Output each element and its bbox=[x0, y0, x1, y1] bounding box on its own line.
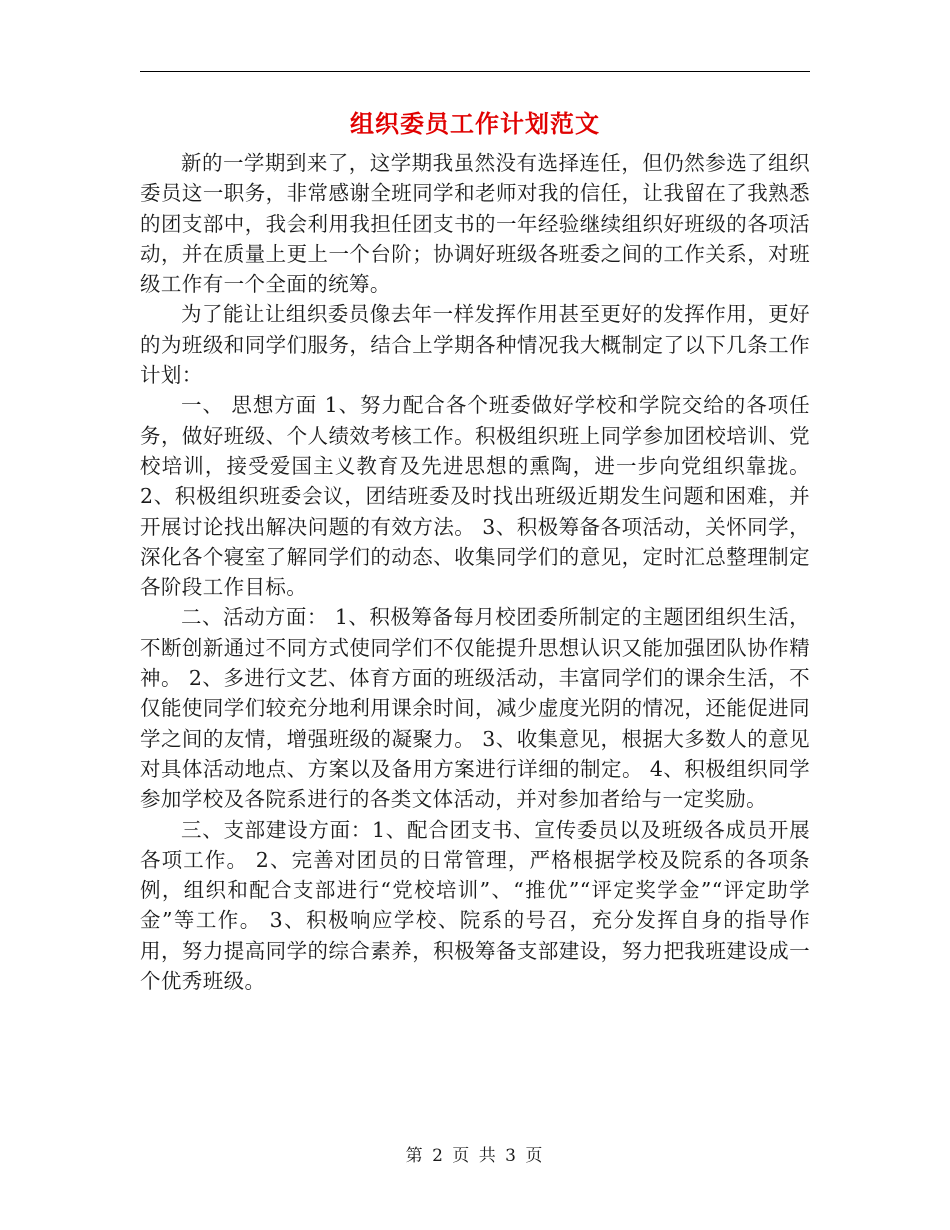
paragraph-intro: 新的一学期到来了，这学期我虽然没有选择连任，但仍然参选了组织委员这一职务，非常感谢全班同学和老师对我的信任，让我留在了我熟悉的团支部中，我会利用我担任团支书的一年经验继续组织好班级的各项活动，并在质量上更上一个台阶；协调好班级各班委之间的工作关系，对班级工作有一个全面的统筹。 bbox=[140, 151, 810, 297]
paragraph-branch-building: 三、支部建设方面：1、配合团支书、宣传委员以及班级各成员开展各项工作。 2、完善对团员的日常管理，严格根据学校及院系的各项条例，组织和配合支部进行“党校培训”、“推优”“评定奖学金”“评定助学金”等工作。 3、积极响应学校、院系的号召，充分发挥自身的指导作用，努力提高同学的综合素养，积极筹备支部建设，努力把我班建设成一个优秀班级。 bbox=[140, 817, 810, 994]
paragraph-thought: 一、 思想方面 1、努力配合各个班委做好学校和学院交给的各项任务，做好班级、个人绩效考核工作。积极组织班上同学参加团校培训、党校培训，接受爱国主义教育及先进思想的熏陶，进一步向党组织靠拢。 2、积极组织班委会议，团结班委及时找出班级近期发生问题和困难，并开展讨论找出解决问题的有效方法。 3、积极筹备各项活动，关怀同学，深化各个寝室了解同学们的动态、收集同学们的意见，定时汇总整理制定各阶段工作目标。 bbox=[140, 393, 810, 600]
document-body bbox=[140, 148, 810, 996]
paragraph-purpose: 为了能让让组织委员像去年一样发挥作用甚至更好的发挥作用，更好的为班级和同学们服务，结合上学期各种情况我大概制定了以下几条工作计划： bbox=[140, 302, 810, 388]
page-number-footer: 第 2 页 共 3 页 bbox=[405, 1146, 545, 1166]
paragraph-activities: 二、活动方面： 1、积极筹备每月校团委所制定的主题团组织生活，不断创新通过不同方式使同学们不仅能提升思想认识又能加强团队协作精神。 2、多进行文艺、体育方面的班级活动，丰富同学们的课余生活，不仅能使同学们较充分地利用课余时间，减少虚度光阴的情况，还能促进同学之间的友情，增强班级的凝聚力。 3、收集意见，根据大多数人的意见对具体活动地点、方案以及备用方案进行详细的制定。 4、积极组织同学参加学校及各院系进行的各类文体活动，并对参加者给与一定奖励。 bbox=[140, 605, 810, 812]
document-title: 组织委员工作计划范文 bbox=[350, 109, 600, 138]
header-rule bbox=[140, 71, 810, 72]
